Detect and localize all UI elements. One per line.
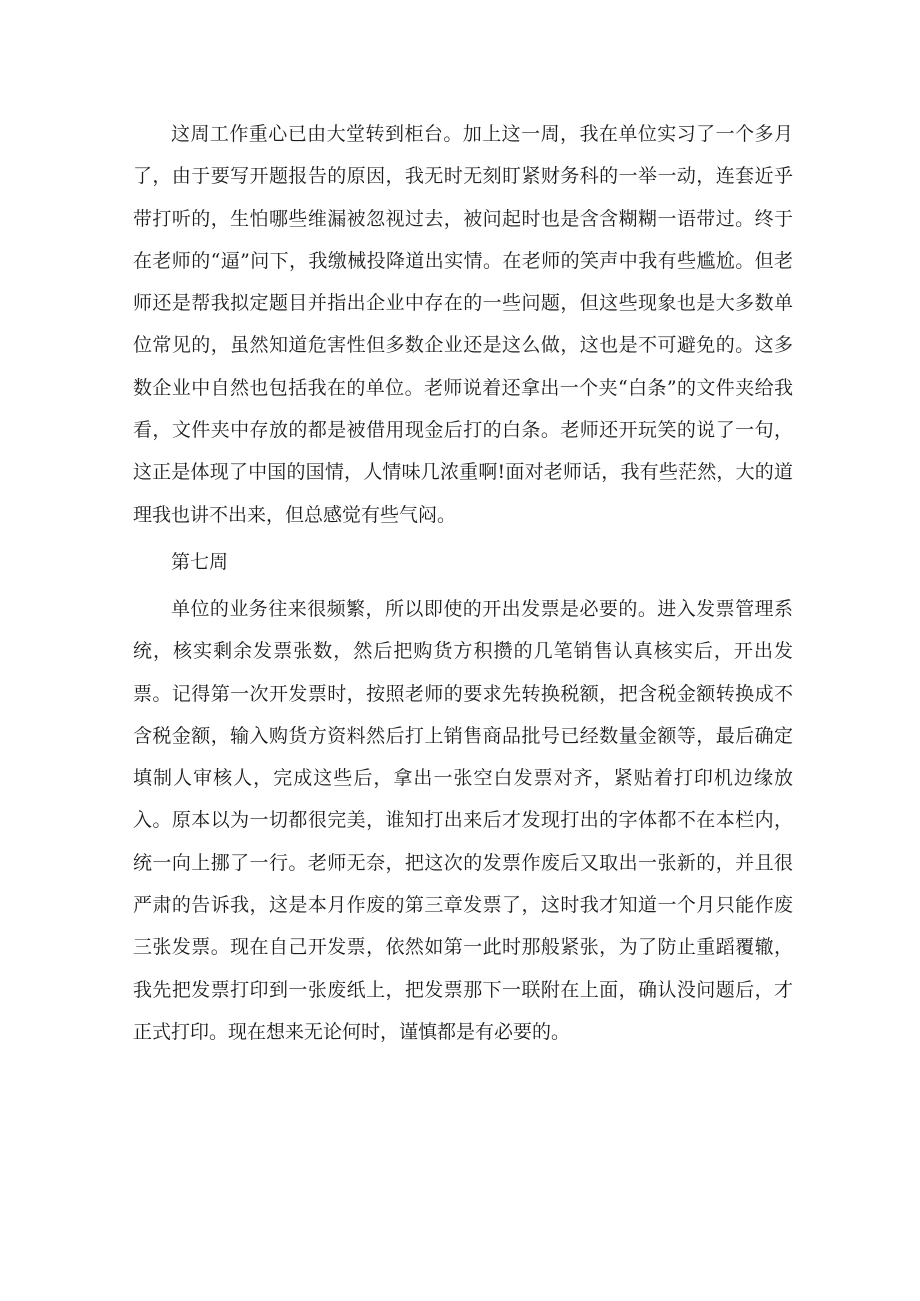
paragraph-week-six: 这周工作重心已由大堂转到柜台。加上这一周，我在单位实习了一个多月了，由于要写开题报告的原因，我无时无刻盯紧财务科的一举一动，连套近乎带打听的，生怕哪些维漏被忽视过去，被问起时也是含含糊糊一语带过。终于在老师的“逼”问下，我缴械投降道出实情。在老师的笑声中我有些尴尬。但老师还是帮我拟定题目并指出企业中存在的一些问题，但这些现象也是大多数单位常见的，虽然知道危害性但多数企业还是这么做，这也是不可避免的。这多数企业中自然也包括我在的单位。老师说着还拿出一个夹“白条”的文件夹给我看，文件夹中存放的都是被借用现金后打的白条。老师还开玩笑的说了一句，这正是体现了中国的国情，人情味几浓重啊!面对老师话，我有些茫然，大的道理我也讲不出来，但总感觉有些气闷。 [133,123,793,526]
section-heading-week-seven: 第七周 [171,550,229,573]
document-body [133,113,793,1053]
paragraph-week-seven: 单位的业务往来很频繁，所以即使的开出发票是必要的。进入发票管理系统，核实剩余发票张数，然后把购货方积攒的几笔销售认真核实后，开出发票。记得第一次开发票时，按照老师的要求先转换税额，把含税金额转换成不含税金额，输入购货方资料然后打上销售商品批号已经数量金额等，最后确定填制人审核人，完成这些后，拿出一张空白发票对齐，紧贴着打印机边缘放入。原本以为一切都很完美，谁知打出来后才发现打出的字体都不在本栏内，统一向上挪了一行。老师无奈，把这次的发票作废后又取出一张新的，并且很严肃的告诉我，这是本月作废的第三章发票了，这时我才知道一个月只能作废三张发票。现在自己开发票，依然如第一此时那般紧张，为了防止重蹈覆辙，我先把发票打印到一张废纸上，把发票那下一联附在上面，确认没问题后，才正式打印。现在想来无论何时，谨慎都是有必要的。 [133,597,793,1043]
